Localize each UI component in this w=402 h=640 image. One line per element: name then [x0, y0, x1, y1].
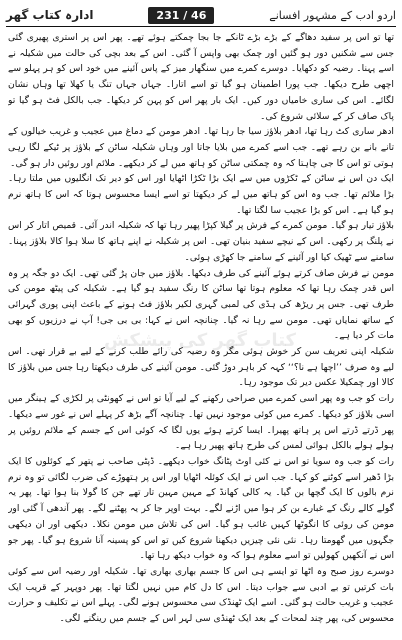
story-text	[8, 30, 394, 634]
watermark-text: کتاب گھر کی پیشکش	[103, 330, 297, 351]
book-title: اردو ادب کے مشہور افسانے	[269, 8, 396, 22]
paragraph: بلاؤز تیار ہو گیا۔ مومن کمرے کے فرش پر گیلا کپڑا پھیر رہا تھا کہ شکیلہ اندر آئی۔ قمیص اتار کر اس نے پلنگ پر رکھی۔ اس کے نیچے سفید بنیان تھی۔ اس پر شکیلہ نے اپنے ہاتھ کا سلا ہوا کالا بلاؤز پہنا۔ سامنے سے ٹھیک کیا اور آئینے کے سامنے جا کھڑی ہوئی۔	[8, 220, 394, 263]
paragraph: دوسرے روز صبح وہ اٹھا تو ایسے ہی اس کا جسم بھاری بھاری تھا۔ شکیلہ اور رضیہ اس سے کوئی بات کرتیں تو بے ادبی سے جواب دیتا۔ اس کا دل کام میں نہیں لگتا تھا۔ پھر دوپہر کے قریب ایک عجیب و غریب حالت ہو گئی۔ اسے ایک ٹھنڈک سی محسوس ہونے لگی۔ پہلے اس نے تکلیف و حرارت محسوس کی، پھر چند لمحات کے بعد ایک ٹھنڈی سی لہر اس کے جسم میں رینگنے لگی۔	[8, 565, 394, 625]
paragraph: تھا تو اس پر سفید دھاگے کے بڑے بڑے ٹانکے جا بجا چمکتے ہوئے تھے۔ پھر اس پر استری پھیری گئی جس سے شکنیں دور ہو گئیں اور چمک بھی واپس آ گئی۔ اس کے بعد بچی کی حالت میں شکیلہ نے اسے پہنا۔ رضیہ کو دکھایا۔ دوسرے کمرے میں سنگھار میز کے پاس آئینے میں خود اس کو ہر پہلو سے اچھی طرح دیکھا۔ جب پورا اطمینان ہو گیا تو اسے اتارا۔ جہاں جہاں تنگ یا کھلا تھا وہاں نشان لگائے۔ اس کی ساری خامیاں دور کیں۔ ایک بار پھر اس کو پہن کر دیکھا۔ جب بالکل فٹ ہو گیا تو پاک صاف کر کے سلائی شروع کی۔	[8, 32, 394, 122]
page-number-badge: 231 / 46	[148, 7, 214, 24]
header-divider	[6, 26, 396, 27]
publisher-name: ادارہ کتاب گھر	[6, 8, 94, 22]
paragraph: ایک دن اس نے ساٹن کے ٹکڑوں میں سے ایک بڑا ٹکڑا اٹھایا اور اس کو دیر تک انگلیوں میں ملتا رہا۔ بڑا ملائم تھا۔ جب وہ اس کو ہاتھ میں لے کر دیکھتا تو اسے ایسا محسوس ہوتا کہ اس کا ہاتھ نرم ہو گیا ہے۔ اس کو بڑا عجیب سا لگتا تھا۔	[8, 173, 394, 216]
paragraph: رات کو جب وہ سویا تو اس نے کئی اوٹ پٹانگ خواب دیکھے۔ ڈپٹی صاحب نے پتھر کے کوئلوں کا ایک بڑا ڈھیر اسے کوٹنے کو کہا۔ جب اس نے ایک کوئلہ اٹھایا اور اس پر ہتھوڑے کی ضرب لگائی تو وہ نرم نرم بالوں کا ایک گچھا بن گیا۔ یہ کالی کھانڈ کے مہین مہین تار تھے جن کا گولا بنا ہوا تھا۔ پھر یہ گولے کالے رنگ کے غبارے بن کر ہوا میں اڑنے لگے۔ بہت اوپر جا کر یہ پھٹنے لگے۔ پھر آندھی آ گئی اور مومن کی روئی کا انگوٹھا کہیں غائب ہو گیا۔ اس کی تلاش میں مومن نکلا۔ دیکھی اور ان دیکھی جگہوں میں گھومتا رہا۔ نئی نئی چیزیں دیکھنا شروع کیں تو اس کو پسینہ آنا شروع ہو گیا۔ پھر جو اس نے آنکھیں کھولیں تو اسے معلوم ہوا کہ وہ خواب دیکھ رہا تھا۔	[8, 455, 394, 562]
paragraph: ادھر ساری کٹ رہا تھا، ادھر بلاؤز سیا جا رہا تھا۔ ادھر مومن کے دماغ میں عجیب و غریب خیالوں کے تانے بانے بن رہے تھے۔ جب اسے کمرے میں بلایا جاتا اور وہاں شکیلہ ساٹن کے بلاؤز پر ٹیکے لگا رہی ہوتی تو اس کا جی چاہتا کہ وہ چمکتی ساٹن کو ہاتھ میں لے کر دیکھے۔ ملائم اور روئیں دار ہو گی۔	[8, 126, 394, 169]
paragraph: مومن نے فرش صاف کرتے ہوئے آئینے کی طرف دیکھا۔ بلاؤز میں جان پڑ گئی تھی۔ ایک دو جگہ پر وہ اس قدر چمک رہا تھا کہ معلوم ہوتا تھا ساٹن کا رنگ سفید ہو گیا ہے۔ شکیلہ کی پیٹھ مومن کی طرف تھی۔ جس پر ریڑھ کی ہڈی کی لمبی گہری لکیر بلاؤز فٹ ہونے کے باعث اپنی پوری گہرائی کے ساتھ نمایاں تھی۔ مومن سے رہا نہ گیا۔ چنانچہ اس نے کہا: بی بی جی! آپ نے درزیوں کو بھی مات کر دیا ہے۔	[8, 267, 394, 342]
paragraph: شکیلہ اپنی تعریف سن کر خوش ہوئی مگر وہ رضیہ کی رائے طلب کرنے کے لیے بے قرار تھی۔ اس لیے وہ صرف ’’اچھا ہے نا؟‘‘ کہہ کر باہر دوڑ گئی۔ مومن آئینے کی طرف دیکھتا رہا جس میں بلاؤز کا کالا اور چمکیلا عکس دیر تک موجود رہا۔	[8, 346, 394, 389]
page-header	[6, 4, 396, 26]
paragraph: رات کو جب وہ پھر اسی کمرے میں صراحی رکھنے کے لیے آیا تو اس نے کھونٹی پر لکڑی کے ہینگر میں اسی بلاؤز کو دیکھا۔ کمرے میں کوئی موجود نہیں تھا۔ چنانچہ آگے بڑھ کر پہلے اس نے غور سے دیکھا۔ پھر ڈرتے ڈرتے اس پر ہاتھ پھیرا۔ ایسا کرتے ہوئے یوں لگا کہ کوئی اس کے جسم کے ملائم روئیں پر ہولے ہولے بالکل ہوائی لمس کی طرح ہاتھ پھیر رہا ہے۔	[8, 393, 394, 452]
